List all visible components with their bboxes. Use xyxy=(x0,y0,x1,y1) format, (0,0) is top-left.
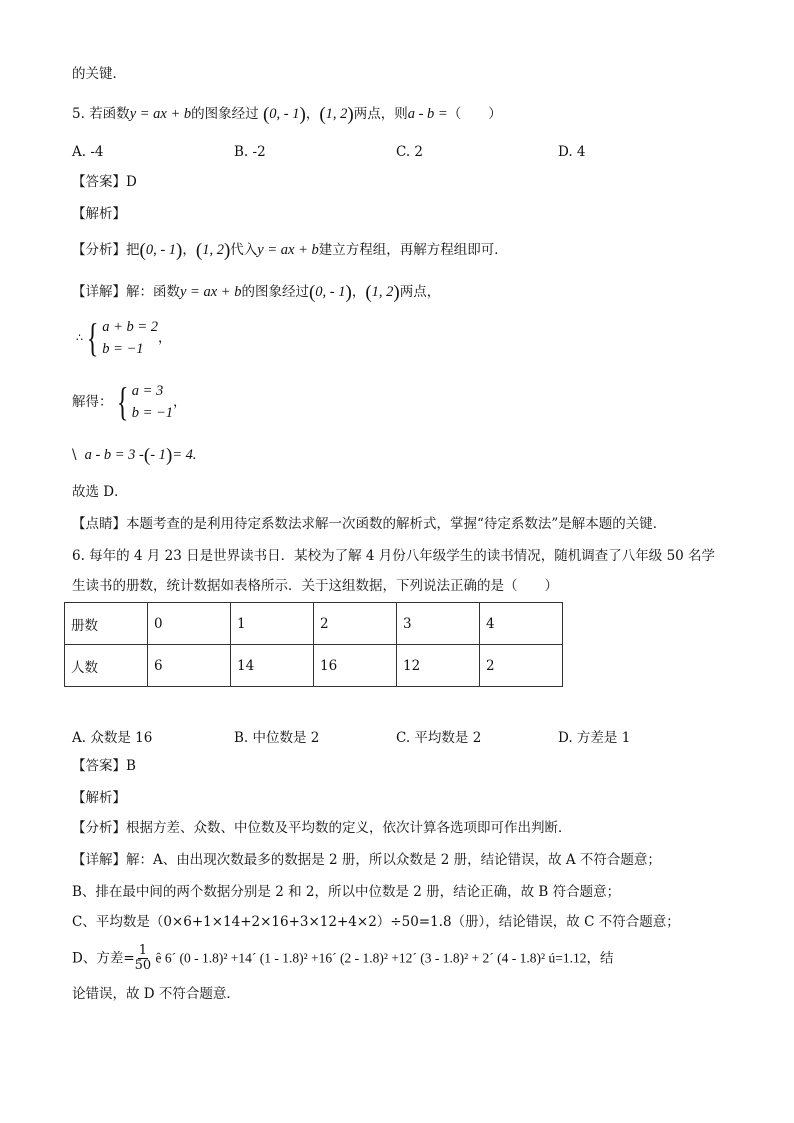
variance-line xyxy=(72,944,613,973)
text: 把 xyxy=(126,242,140,258)
answer-value: B xyxy=(126,758,136,774)
answer-value: D xyxy=(126,174,137,190)
table-row xyxy=(65,603,563,645)
question-6: 6. 每年的 4 月 23 日是世界读书日．某校为了解 4 月份八年级学生的读书情况，随机调查了八年级 50 名学 xyxy=(72,548,716,564)
table-cell: 人数 xyxy=(65,645,148,687)
math-function: y = ax + b xyxy=(180,284,242,300)
detail-line: C、平均数是（0×6+1×14+2×16+3×12+4×2）÷50=1.8（册），结论错误，故 C 不符合题意； xyxy=(72,914,680,930)
text: 代入 xyxy=(230,242,258,258)
analysis-tag: 【解析】 xyxy=(72,206,126,222)
table-cell: 0 xyxy=(148,603,231,645)
question-text: （ ） xyxy=(447,106,502,122)
fraction xyxy=(135,944,152,973)
point-1: 0, - 1 xyxy=(315,284,346,300)
xiangjie-tag: 【详解】 xyxy=(72,852,126,868)
detail-line: 论错误，故 D 不符合题意． xyxy=(72,986,240,1002)
point-1: 0, - 1 xyxy=(269,106,300,122)
math-function: y = ax + b xyxy=(257,242,319,258)
answer-tag: 【答案】 xyxy=(72,174,126,190)
option-d: D. 方差是 1 xyxy=(558,730,631,746)
option-c: C. 平均数是 2 xyxy=(396,730,482,746)
math-function: y = ax + b xyxy=(129,106,192,122)
conclusion: 故选 D． xyxy=(72,484,128,500)
data-table xyxy=(64,602,563,687)
answer-tag: 【答案】 xyxy=(72,758,126,774)
text: ， xyxy=(158,330,172,346)
text: 两点， xyxy=(399,284,441,300)
option-b: B. 中位数是 2 xyxy=(234,730,320,746)
fraction-numerator: 1 xyxy=(138,943,148,958)
equation-row: a + b = 2 xyxy=(102,319,159,335)
therefore-icon: \ xyxy=(72,447,77,463)
text: D、方差= xyxy=(72,950,135,967)
question-5: 5. 若函数y = ax + b的图象经过 (0, - 1)，(1, 2)两点，则a - b =（ ） xyxy=(72,104,502,125)
equation-system-2: 解得：{ a = 3 b = −1 ， xyxy=(72,379,187,424)
analysis-line: 【分析】把(0, - 1)，(1, 2)代入y = ax + b建立方程组，再解方程组即可． xyxy=(72,240,508,261)
text: 解：函数 xyxy=(126,284,180,300)
table-cell: 6 xyxy=(148,645,231,687)
point-2: 1, 2 xyxy=(371,284,394,300)
table-cell: 4 xyxy=(480,603,563,645)
table-cell: 14 xyxy=(231,645,314,687)
detail-line xyxy=(72,850,661,870)
option-d: D. 4 xyxy=(558,144,586,160)
fenxi-tag: 【分析】 xyxy=(72,820,126,836)
question-text: 的图象经过 xyxy=(191,106,259,122)
equation-row: b = −1 xyxy=(131,405,174,421)
equation-row: a = 3 xyxy=(131,383,164,399)
equation-system-1: ∴{ a + b = 2 b = −1 ， xyxy=(76,315,172,360)
question-number: 5. xyxy=(72,106,85,122)
option-c: C. 2 xyxy=(396,144,424,160)
table-cell: 3 xyxy=(397,603,480,645)
question-6-cont: 生读书的册数，统计数据如表格所示．关于这组数据，下列说法正确的是（ ） xyxy=(72,578,558,594)
text: 解：A、由出现次数最多的数据是 2 册，所以众数是 2 册，结论错误，故 A 不符合题意； xyxy=(126,852,661,868)
text-line: 的关键． xyxy=(72,66,126,82)
option-a: A. 众数是 16 xyxy=(72,730,153,746)
table-cell: 16 xyxy=(314,645,397,687)
text: 根据方差、众数、中位数及平均数的定义，依次计算各选项即可作出判断． xyxy=(126,820,572,836)
dianjing-tag: 【点睛】 xyxy=(72,516,126,532)
text: 解得： xyxy=(72,394,113,410)
text: ， xyxy=(173,394,187,410)
table-cell: 册数 xyxy=(65,603,148,645)
text: ，结 xyxy=(586,950,614,967)
answer-line xyxy=(72,756,136,776)
fenxi-tag: 【分析】 xyxy=(72,242,126,258)
table-cell: 2 xyxy=(480,645,563,687)
table-cell: 12 xyxy=(397,645,480,687)
math-expression: - 1 xyxy=(150,447,166,463)
analysis-tag: 【解析】 xyxy=(72,790,126,806)
point-2: 1, 2 xyxy=(202,242,224,258)
table-row xyxy=(65,645,563,687)
option-b: B. -2 xyxy=(234,144,266,160)
table-cell: 1 xyxy=(231,603,314,645)
text: 建立方程组，再解方程组即可． xyxy=(318,242,508,258)
analysis-line xyxy=(72,818,572,838)
detail-line: B、排在最中间的两个数据分别是 2 和 2，所以中位数是 2 册，结论正确，故 B 符合题意； xyxy=(72,884,621,900)
table-cell: 2 xyxy=(314,603,397,645)
calc-line: \ a - b = 3 -(- 1)= 4. xyxy=(72,445,197,466)
text: 的图象经过 xyxy=(241,284,309,300)
math-expression: = 4. xyxy=(172,447,197,463)
fraction-denominator: 50 xyxy=(134,958,152,973)
math-expression: a - b = xyxy=(407,106,448,122)
math-expression: ê 6´ (0 - 1.8)² +14´ (1 - 1.8)² +16´ (2 - 1.8)² +12´ (3 - 1.8)² + 2´ (4 - 1.8)² ú=1.12 xyxy=(155,950,587,966)
point-2: 1, 2 xyxy=(325,106,348,122)
comment-line xyxy=(72,514,666,534)
therefore-icon: ∴ xyxy=(76,331,83,344)
answer-line xyxy=(72,172,137,192)
equation-row: b = −1 xyxy=(102,341,144,357)
option-a: A. -4 xyxy=(72,144,104,160)
question-text: 若函数 xyxy=(89,106,130,122)
question-text: 两点，则 xyxy=(353,106,408,122)
detail-line: 【详解】解：函数y = ax + b的图象经过(0, - 1)，(1, 2)两点， xyxy=(72,282,441,303)
text: 本题考查的是利用待定系数法求解一次函数的解析式，掌握“待定系数法”是解本题的关键． xyxy=(126,516,667,532)
point-1: 0, - 1 xyxy=(145,242,177,258)
xiangjie-tag: 【详解】 xyxy=(72,284,126,300)
math-expression: a - b = 3 - xyxy=(84,447,144,463)
